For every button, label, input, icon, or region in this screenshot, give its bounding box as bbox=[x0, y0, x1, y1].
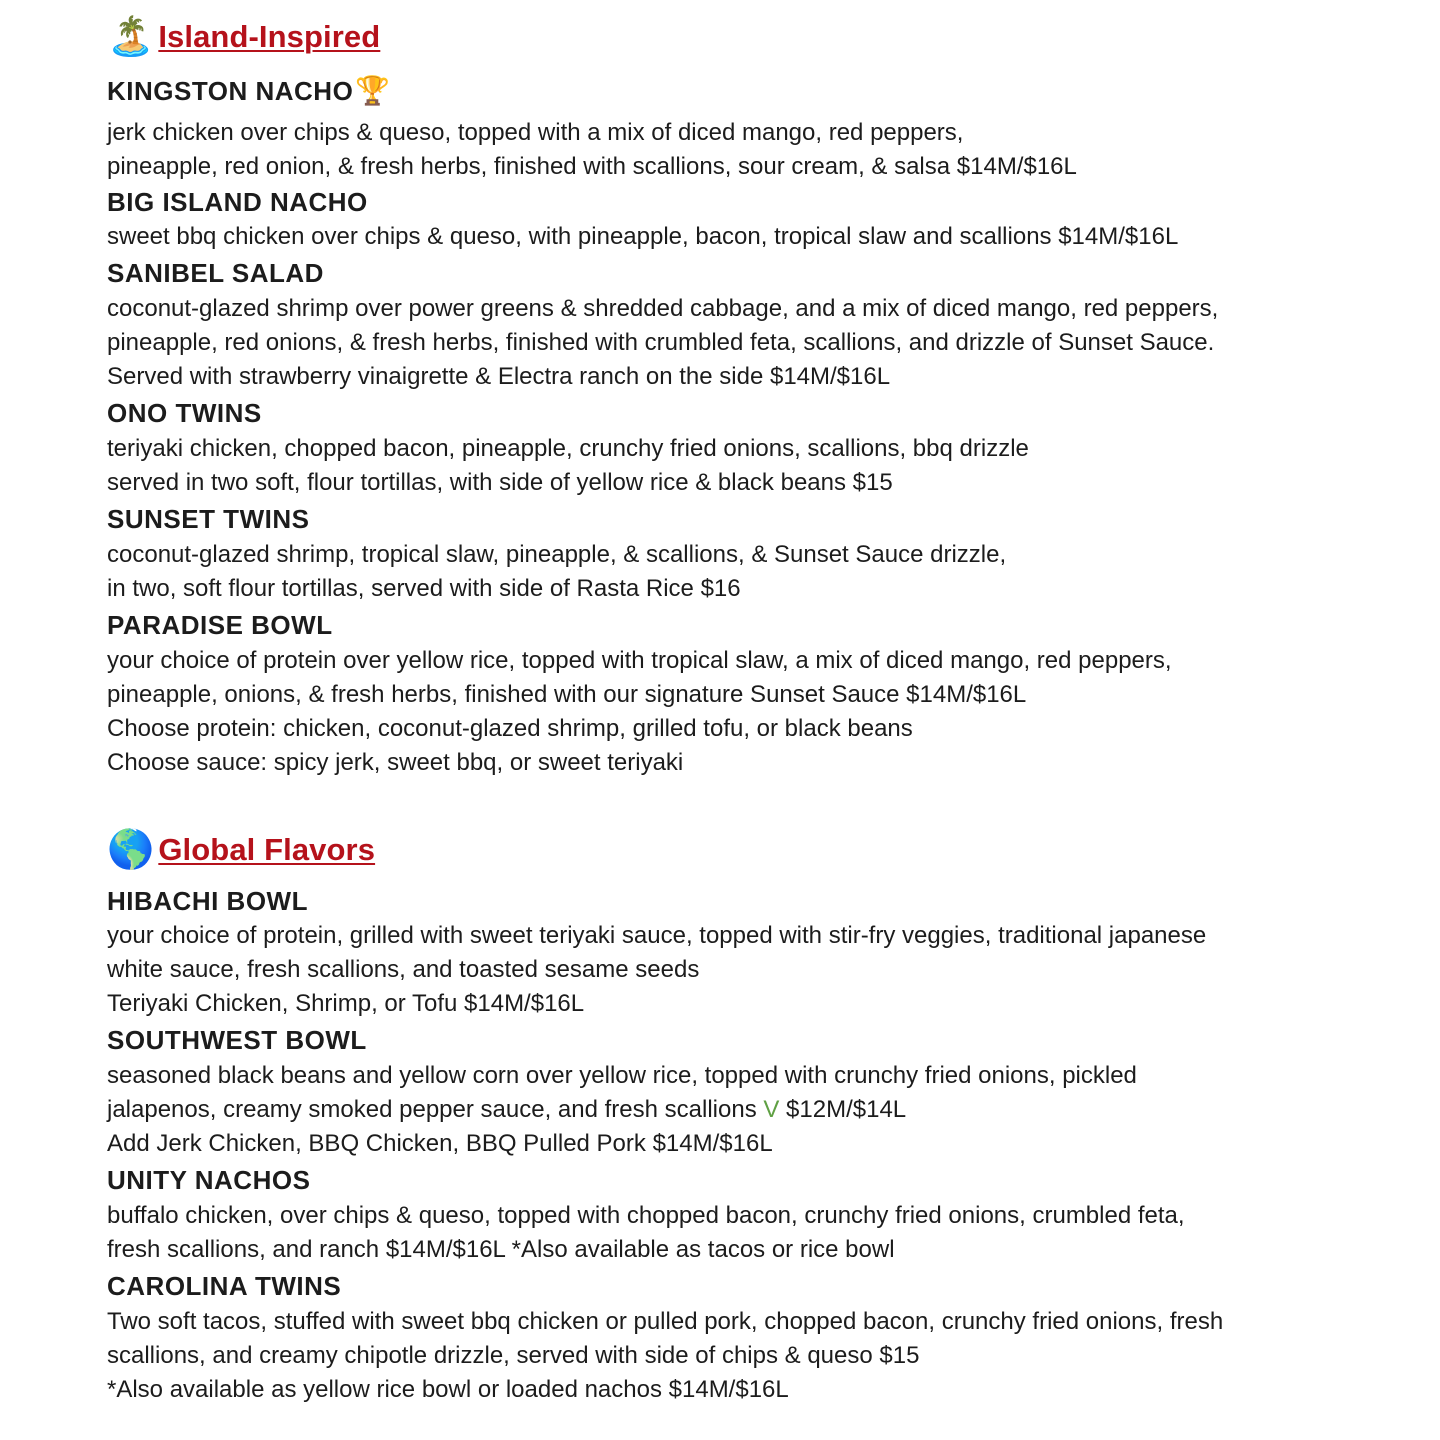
item-name: PARADISE BOWL bbox=[107, 610, 333, 640]
item-description-line: buffalo chicken, over chips & queso, topped with chopped bacon, crunchy fried onions, crumbled feta, bbox=[107, 1202, 1185, 1229]
item-description-line: coconut-glazed shrimp, tropical slaw, pineapple, & scallions, & Sunset Sauce drizzle, bbox=[107, 541, 1007, 568]
menu-item-big-island-nacho bbox=[107, 184, 1218, 254]
section-header bbox=[107, 825, 1223, 875]
globe-icon: 🌎 bbox=[107, 829, 155, 871]
item-name: UNITY NACHOS bbox=[107, 1165, 311, 1195]
item-description-line: your choice of protein, grilled with sweet teriyaki sauce, topped with stir-fry veggies, traditional japanese bbox=[107, 922, 1207, 949]
item-description-line: pineapple, red onions, & fresh herbs, finished with crumbled feta, scallions, and drizzle of Sunset Sauce. bbox=[107, 329, 1215, 356]
trophy-icon: 🏆 bbox=[355, 75, 391, 106]
menu-item-hibachi-bowl bbox=[107, 883, 1223, 1021]
item-name: SANIBEL SALAD bbox=[107, 258, 324, 288]
palm-island-icon: 🏝️ bbox=[107, 16, 155, 58]
menu-item-unity-nachos bbox=[107, 1161, 1223, 1267]
item-description-line: seasoned black beans and yellow corn over yellow rice, topped with crunchy fried onions, pickled bbox=[107, 1062, 1137, 1089]
item-name: SUNSET TWINS bbox=[107, 504, 310, 534]
item-description-line: jerk chicken over chips & queso, topped with a mix of diced mango, red peppers, bbox=[107, 119, 964, 146]
item-description-line: Add Jerk Chicken, BBQ Chicken, BBQ Pulled Pork $14M/$16L bbox=[107, 1130, 773, 1157]
menu-item-ono-twins bbox=[107, 394, 1218, 500]
item-name: CAROLINA TWINS bbox=[107, 1271, 342, 1301]
item-description-line bbox=[107, 1093, 1223, 1127]
item-description-line: served in two soft, flour tortillas, with side of yellow rice & black beans $15 bbox=[107, 469, 893, 496]
item-name: SOUTHWEST BOWL bbox=[107, 1025, 367, 1055]
menu-item-paradise-bowl bbox=[107, 606, 1218, 780]
item-description-line: white sauce, fresh scallions, and toasted sesame seeds bbox=[107, 956, 700, 983]
item-description-line: coconut-glazed shrimp over power greens & shredded cabbage, and a mix of diced mango, red peppers, bbox=[107, 295, 1219, 322]
item-description-line: teriyaki chicken, chopped bacon, pineapple, crunchy fried onions, scallions, bbq drizzle bbox=[107, 435, 1029, 462]
item-description-line: sweet bbq chicken over chips & queso, with pineapple, bacon, tropical slaw and scallions $14M/$16L bbox=[107, 223, 1179, 250]
item-price: $12M/$14L bbox=[779, 1096, 907, 1123]
section-header bbox=[107, 12, 1218, 62]
item-description-line: pineapple, red onion, & fresh herbs, finished with scallions, sour cream, & salsa $14M/$16L bbox=[107, 153, 1077, 180]
item-description-line: pineapple, onions, & fresh herbs, finished with our signature Sunset Sauce $14M/$16L bbox=[107, 681, 1027, 708]
menu-item-sanibel-salad bbox=[107, 254, 1218, 394]
item-name: KINGSTON NACHO bbox=[107, 76, 354, 106]
menu-item-sunset-twins bbox=[107, 500, 1218, 606]
menu-item-carolina-twins bbox=[107, 1267, 1223, 1407]
item-description-line: your choice of protein over yellow rice, topped with tropical slaw, a mix of diced mango, red peppers, bbox=[107, 647, 1172, 674]
item-description-line: Teriyaki Chicken, Shrimp, or Tofu $14M/$16L bbox=[107, 990, 585, 1017]
item-name: HIBACHI BOWL bbox=[107, 886, 308, 916]
item-description-text: jalapenos, creamy smoked pepper sauce, and fresh scallions bbox=[107, 1096, 764, 1123]
item-description-line: Two soft tacos, stuffed with sweet bbq chicken or pulled pork, chopped bacon, crunchy fried onions, fresh bbox=[107, 1308, 1224, 1335]
item-name: BIG ISLAND NACHO bbox=[107, 187, 368, 217]
item-description-line: Served with strawberry vinaigrette & Electra ranch on the side $14M/$16L bbox=[107, 363, 891, 390]
item-description-line: scallions, and creamy chipotle drizzle, served with side of chips & queso $15 bbox=[107, 1342, 920, 1369]
menu-item-kingston-nacho bbox=[107, 74, 1218, 184]
item-description-line: fresh scallions, and ranch $14M/$16L *Also available as tacos or rice bowl bbox=[107, 1236, 895, 1263]
item-description-line: in two, soft flour tortillas, served with side of Rasta Rice $16 bbox=[107, 575, 741, 602]
vegetarian-badge: V bbox=[763, 1096, 780, 1123]
menu-item-southwest-bowl bbox=[107, 1021, 1223, 1161]
item-description-line: Choose protein: chicken, coconut-glazed shrimp, grilled tofu, or black beans bbox=[107, 715, 913, 742]
section-title[interactable]: Island-Inspired bbox=[158, 19, 381, 54]
section-island-inspired bbox=[107, 12, 1218, 780]
section-title[interactable]: Global Flavors bbox=[158, 832, 376, 867]
item-description-line: *Also available as yellow rice bowl or loaded nachos $14M/$16L bbox=[107, 1376, 789, 1403]
section-global-flavors bbox=[107, 825, 1223, 1407]
item-name: ONO TWINS bbox=[107, 398, 262, 428]
item-description-line: Choose sauce: spicy jerk, sweet bbq, or sweet teriyaki bbox=[107, 749, 684, 776]
